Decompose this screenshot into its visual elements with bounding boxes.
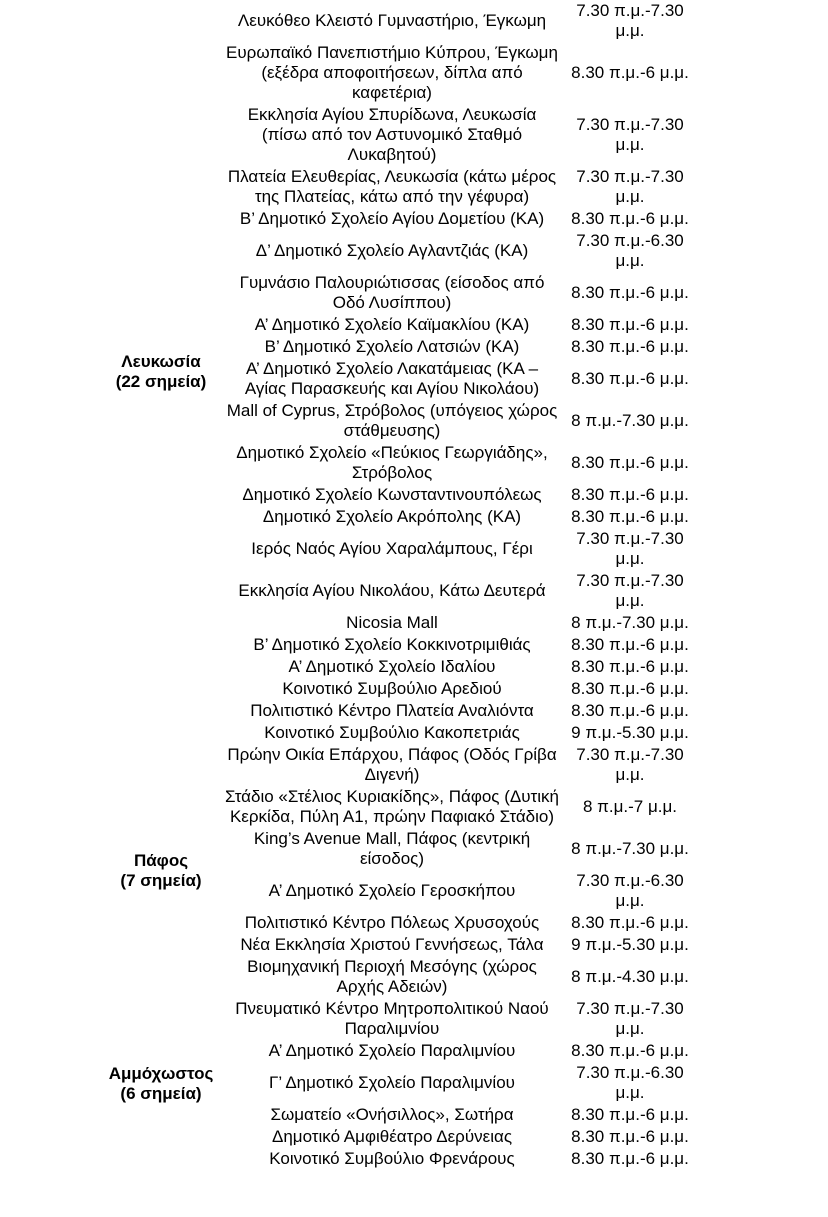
location-cell: Α’ Δημοτικό Σχολείο Λακατάμειας (ΚΑ – Αγίας Παρασκευής και Αγίου Νικολάου) — [244, 359, 540, 398]
table-row — [100, 998, 698, 1040]
hours-cell: 8.30 π.μ.-6 μ.μ. — [571, 209, 689, 228]
hours-cell: 7.30 π.μ.-7.30 μ.μ. — [576, 529, 684, 568]
location-cell: Ιερός Ναός Αγίου Χαραλάμπους, Γέρι — [251, 539, 533, 558]
location-cell: Πολιτιστικό Κέντρο Πόλεως Χρυσοχούς — [244, 913, 540, 932]
location-cell: Νέα Εκκλησία Χριστού Γεννήσεως, Τάλα — [240, 935, 544, 954]
location-cell: Γυμνάσιο Παλουριώτισσας (είσοδος από Οδό Λυσίππου) — [239, 273, 545, 312]
hours-cell: 8 π.μ.-7.30 μ.μ. — [571, 839, 689, 858]
location-cell: Σωματείο «Ονήσιλλος», Σωτήρα — [270, 1105, 514, 1124]
location-cell: Κοινοτικό Συμβούλιο Κακοπετριάς — [264, 723, 520, 742]
hours-cell: 8.30 π.μ.-6 μ.μ. — [571, 1041, 689, 1060]
hours-cell: 8.30 π.μ.-6 μ.μ. — [571, 63, 689, 82]
location-cell: Δημοτικό Αμφιθέατρο Δερύνειας — [271, 1127, 513, 1146]
hours-cell: 8 π.μ.-7.30 μ.μ. — [571, 613, 689, 632]
hours-cell: 8.30 π.μ.-6 μ.μ. — [571, 337, 689, 356]
hours-cell: 8.30 π.μ.-6 μ.μ. — [571, 283, 689, 302]
hours-cell: 8 π.μ.-4.30 μ.μ. — [571, 967, 689, 986]
hours-cell: 8.30 π.μ.-6 μ.μ. — [571, 369, 689, 388]
location-cell: Β’ Δημοτικό Σχολείο Λατσιών (ΚΑ) — [264, 337, 520, 356]
location-cell: Λευκόθεο Κλειστό Γυμναστήριο, Έγκωμη — [237, 11, 547, 30]
region-count: (6 σημεία) — [120, 1084, 202, 1103]
location-cell: Εκκλησία Αγίου Σπυρίδωνα, Λευκωσία (πίσω από τον Αστυνομικό Σταθμό Λυκαβητού) — [247, 105, 537, 164]
location-cell: Κοινοτικό Συμβούλιο Αρεδιού — [282, 679, 502, 698]
testing-sites-table-body — [100, 0, 698, 1170]
location-cell: Δημοτικό Σχολείο Κωνσταντινουπόλεως — [242, 485, 542, 504]
hours-cell: 8.30 π.μ.-6 μ.μ. — [571, 315, 689, 334]
location-cell: Πνευματικό Κέντρο Μητροπολιτικού Ναού Παραλιμνίου — [235, 999, 549, 1038]
location-cell: Mall of Cyprus, Στρόβολος (υπόγειος χώρος στάθμευσης) — [226, 401, 558, 440]
location-cell: Α’ Δημοτικό Σχολείο Καϊμακλίου (ΚΑ) — [254, 315, 530, 334]
hours-cell: 8.30 π.μ.-6 μ.μ. — [571, 453, 689, 472]
hours-cell: 8.30 π.μ.-6 μ.μ. — [571, 679, 689, 698]
hours-cell: 7.30 π.μ.-7.30 μ.μ. — [576, 115, 684, 154]
testing-sites-table — [100, 0, 698, 1170]
location-cell: Ευρωπαϊκό Πανεπιστήμιο Κύπρου, Έγκωμη (εξέδρα αποφοιτήσεων, δίπλα από καφετέρια) — [226, 43, 558, 102]
hours-cell: 7.30 π.μ.-7.30 μ.μ. — [576, 1, 684, 40]
location-cell: Στάδιο «Στέλιος Κυριακίδης», Πάφος (Δυτική Κερκίδα, Πύλη Α1, πρώην Παφιακό Στάδιο) — [225, 787, 559, 826]
hours-cell: 8.30 π.μ.-6 μ.μ. — [571, 485, 689, 504]
region-name: Αμμόχωστος — [108, 1064, 214, 1083]
hours-cell: 8.30 π.μ.-6 μ.μ. — [571, 1105, 689, 1124]
location-cell: Δημοτικό Σχολείο Ακρόπολης (ΚΑ) — [262, 507, 522, 526]
region-header-2 — [100, 744, 222, 998]
hours-cell: 8.30 π.μ.-6 μ.μ. — [571, 701, 689, 720]
hours-cell: 7.30 π.μ.-6.30 μ.μ. — [576, 871, 684, 910]
hours-cell: 7.30 π.μ.-6.30 μ.μ. — [576, 1063, 684, 1102]
location-cell: Γ’ Δημοτικό Σχολείο Παραλιμνίου — [269, 1073, 515, 1092]
hours-cell: 9 π.μ.-5.30 μ.μ. — [571, 723, 689, 742]
location-cell: Δημοτικό Σχολείο «Πεύκιος Γεωργιάδης», Στρόβολος — [236, 443, 548, 482]
region-header-3 — [100, 998, 222, 1170]
location-cell: Πολιτιστικό Κέντρο Πλατεία Αναλιόντα — [250, 701, 534, 720]
table-row — [100, 744, 698, 786]
hours-cell: 8 π.μ.-7.30 μ.μ. — [571, 411, 689, 430]
hours-cell: 8.30 π.μ.-6 μ.μ. — [571, 913, 689, 932]
hours-cell: 7.30 π.μ.-7.30 μ.μ. — [576, 571, 684, 610]
location-cell: Α’ Δημοτικό Σχολείο Παραλιμνίου — [268, 1041, 516, 1060]
region-count: (22 σημεία) — [115, 372, 207, 391]
location-cell: King’s Avenue Mall, Πάφος (κεντρική είσοδος) — [253, 829, 531, 868]
location-cell: Εκκλησία Αγίου Νικολάου, Κάτω Δευτερά — [238, 581, 546, 600]
hours-cell: 7.30 π.μ.-7.30 μ.μ. — [576, 745, 684, 784]
hours-cell: 7.30 π.μ.-7.30 μ.μ. — [576, 999, 684, 1038]
hours-cell: 8.30 π.μ.-6 μ.μ. — [571, 657, 689, 676]
location-cell: Β’ Δημοτικό Σχολείο Κοκκινοτριμιθιάς — [253, 635, 531, 654]
hours-cell: 8.30 π.μ.-6 μ.μ. — [571, 635, 689, 654]
location-cell: Β’ Δημοτικό Σχολείο Αγίου Δομετίου (ΚΑ) — [239, 209, 545, 228]
region-header-1 — [100, 0, 222, 744]
region-name: Λευκωσία — [121, 352, 201, 371]
location-cell: Α’ Δημοτικό Σχολείο Γεροσκήπου — [268, 881, 516, 900]
hours-cell: 8.30 π.μ.-6 μ.μ. — [571, 507, 689, 526]
hours-cell: 8.30 π.μ.-6 μ.μ. — [571, 1127, 689, 1146]
location-cell: Δ’ Δημοτικό Σχολείο Αγλαντζιάς (ΚΑ) — [255, 241, 529, 260]
location-cell: Κοινοτικό Συμβούλιο Φρενάρους — [269, 1149, 515, 1168]
location-cell: Nicosia Mall — [346, 613, 438, 632]
location-cell: Α’ Δημοτικό Σχολείο Ιδαλίου — [288, 657, 496, 676]
hours-cell: 8 π.μ.-7 μ.μ. — [582, 797, 678, 816]
hours-cell: 9 π.μ.-5.30 μ.μ. — [571, 935, 689, 954]
location-cell: Βιομηχανική Περιοχή Μεσόγης (χώρος Αρχής Αδειών) — [247, 957, 537, 996]
region-count: (7 σημεία) — [120, 871, 202, 890]
location-cell: Πλατεία Ελευθερίας, Λευκωσία (κάτω μέρος της Πλατείας, κάτω από την γέφυρα) — [227, 167, 557, 206]
hours-cell: 7.30 π.μ.-7.30 μ.μ. — [576, 167, 684, 206]
table-row — [100, 0, 698, 42]
location-cell: Πρώην Οικία Επάρχου, Πάφος (Οδός Γρίβα Διγενή) — [227, 745, 557, 784]
hours-cell: 8.30 π.μ.-6 μ.μ. — [571, 1149, 689, 1168]
hours-cell: 7.30 π.μ.-6.30 μ.μ. — [576, 231, 684, 270]
region-name: Πάφος — [133, 851, 189, 870]
